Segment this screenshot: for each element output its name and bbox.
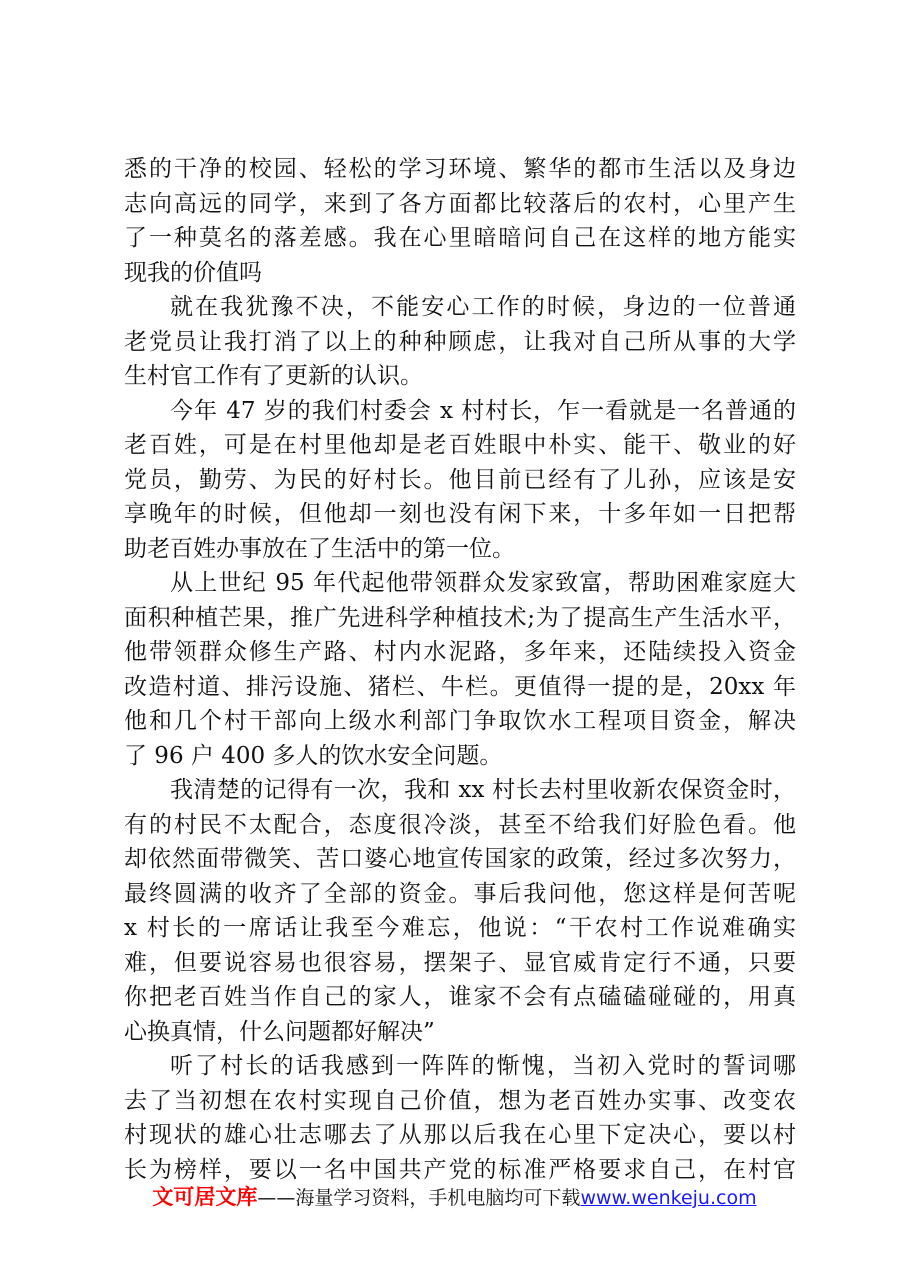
text-line: 我清楚的记得有一次，我和 xx 村长去村里收新农保资金时， bbox=[170, 777, 796, 803]
paragraph bbox=[124, 152, 796, 290]
text-line: 了一种莫名的落差感。我在心里暗暗问自己在这样的地方能实 bbox=[124, 225, 796, 251]
footer-tagline: ——海量学习资料，手机电脑均可下载 bbox=[257, 1187, 581, 1209]
text-line: 就在我犹豫不决，不能安心工作的时候，身边的一位普通 bbox=[170, 294, 796, 320]
text-line: 听了村长的话我感到一阵阵的惭愧，当初入党时的誓词哪 bbox=[170, 1053, 796, 1079]
text-line: 难，但要说容易也很容易，摆架子、显官威肯定行不通，只要 bbox=[124, 949, 796, 976]
text-line: x 村长的一席话让我至今难忘，他说：“干农村工作说难确实 bbox=[124, 915, 796, 941]
text-line: 了 96 户 400 多人的饮水安全问题。 bbox=[124, 742, 503, 769]
text-line: 改造村道、排污设施、猪栏、牛栏。更值得一提的是，20xx 年 bbox=[124, 673, 796, 700]
text-line: 去了当初想在农村实现自己价值，想为老百姓办实事、改变农 bbox=[124, 1087, 796, 1114]
text-line: 有的村民不太配合，态度很冷淡，甚至不给我们好脸色看。他 bbox=[124, 811, 796, 838]
text-line: 志向高远的同学，来到了各方面都比较落后的农村，心里产生 bbox=[124, 190, 796, 217]
paragraph bbox=[124, 290, 796, 394]
text-line: 心换真情，什么问题都好解决” bbox=[124, 1018, 435, 1045]
footer-banner bbox=[0, 1184, 909, 1211]
text-line: 老党员让我打消了以上的种种顾虑，让我对自己所从事的大学 bbox=[124, 328, 796, 355]
text-line: 助老百姓办事放在了生活中的第一位。 bbox=[124, 535, 515, 562]
paragraph bbox=[124, 1049, 796, 1187]
text-line: 最终圆满的收齐了全部的资金。事后我问他，您这样是何苦呢 bbox=[124, 880, 796, 907]
text-line: 面积种植芒果，推广先进科学种植技术;为了提高生产生活水平， bbox=[124, 604, 796, 631]
text-line: 他和几个村干部向上级水利部门争取饮水工程项目资金，解决 bbox=[124, 708, 796, 734]
paragraph bbox=[124, 394, 796, 567]
text-line: 长为榜样，要以一名中国共产党的标准严格要求自己，在村官 bbox=[124, 1156, 796, 1183]
text-line: 却依然面带微笑、苦口婆心地宣传国家的政策，经过多次努力， bbox=[124, 846, 796, 872]
text-line: 他带领群众修生产路、村内水泥路，多年来，还陆续投入资金 bbox=[124, 639, 796, 665]
text-line: 享晚年的时候，但他却一刻也没有闲下来，十多年如一日把帮 bbox=[124, 501, 796, 527]
paragraph bbox=[124, 773, 796, 1049]
text-line: 现我的价值吗 bbox=[124, 259, 262, 286]
text-line: 今年 47 岁的我们村委会 x 村村长，乍一看就是一名普通的 bbox=[170, 397, 796, 424]
text-line: 村现状的雄心壮志哪去了从那以后我在心里下定决心，要以村 bbox=[124, 1122, 796, 1148]
text-line: 你把老百姓当作自己的家人，谁家不会有点磕磕碰碰的，用真 bbox=[124, 984, 796, 1010]
text-line: 从上世纪 95 年代起他带领群众发家致富，帮助困难家庭大 bbox=[170, 570, 796, 596]
text-line: 生村官工作有了更新的认识。 bbox=[124, 363, 423, 389]
text-line: 老百姓，可是在村里他却是老百姓眼中朴实、能干、敬业的好 bbox=[124, 432, 796, 458]
brand-name: 文可居文库 bbox=[152, 1185, 258, 1209]
document-body bbox=[124, 152, 796, 1187]
website-link[interactable]: www.wenkeju.com bbox=[580, 1187, 757, 1209]
text-line: 悉的干净的校园、轻松的学习环境、繁华的都市生活以及身边 bbox=[124, 156, 796, 182]
paragraph bbox=[124, 566, 796, 773]
text-line: 党员，勤劳、为民的好村长。他目前已经有了儿孙，应该是安 bbox=[124, 466, 796, 493]
